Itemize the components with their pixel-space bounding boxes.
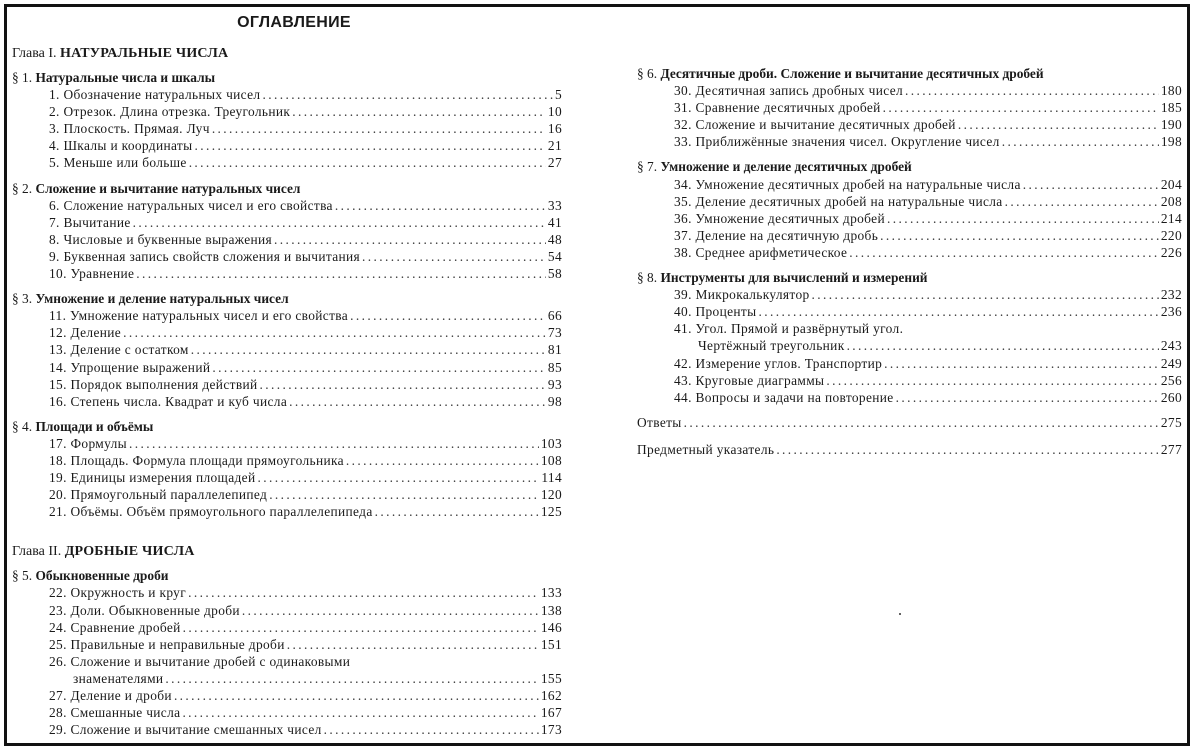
toc-entry-label: 12. Деление xyxy=(49,325,122,341)
leader-dots xyxy=(262,86,553,103)
leader-dots xyxy=(1023,176,1159,193)
section-s6 xyxy=(637,65,1182,150)
toc-entry-page: 185 xyxy=(1160,100,1182,116)
section-title: Натуральные числа и шкалы xyxy=(35,70,216,85)
toc-entry xyxy=(12,602,562,619)
section-number: § 3. xyxy=(12,291,33,307)
leader-dots xyxy=(324,721,539,738)
toc-entry-label: 35. Деление десятичных дробей на натуральные числа xyxy=(674,193,1003,209)
section-title: Умножение и деление десятичных дробей xyxy=(660,159,912,175)
leader-dots xyxy=(287,636,539,653)
toc-entry-label: 7. Вычитание xyxy=(49,214,131,230)
toc-entry-page: 81 xyxy=(547,342,562,358)
toc-entry-label: 3. Плоскость. Прямая. Луч xyxy=(49,121,210,137)
toc-entry-page: 155 xyxy=(540,670,562,686)
section-number: § 1. xyxy=(12,70,33,85)
leader-dots xyxy=(194,137,545,154)
toc-entry xyxy=(12,393,562,410)
section-heading xyxy=(12,290,562,307)
toc-entry-page: 249 xyxy=(1160,355,1182,371)
toc-entry-page: 54 xyxy=(547,248,562,264)
leader-dots xyxy=(133,214,546,231)
leader-dots xyxy=(289,393,546,410)
leader-dots xyxy=(260,376,546,393)
leader-dots xyxy=(350,307,546,324)
toc-entry xyxy=(637,193,1182,210)
toc-entry xyxy=(12,687,562,704)
toc-entry-page: 243 xyxy=(1160,338,1182,354)
toc-entry-label: 42. Измерение углов. Транспортир xyxy=(674,355,883,371)
toc-entry-label-cont: знаменателями xyxy=(73,670,164,686)
leader-dots xyxy=(129,435,539,452)
toc-entry-page: 5 xyxy=(554,87,562,103)
toc-entry-page: 133 xyxy=(540,585,562,601)
toc-entry-page: 236 xyxy=(1160,304,1182,320)
section-title: Умножение и деление натуральных чисел xyxy=(35,291,289,307)
toc-entry-page: 208 xyxy=(1160,193,1182,209)
section-number: § 2. xyxy=(12,180,33,196)
leader-dots xyxy=(346,452,539,469)
toc-entry-label: 36. Умножение десятичных дробей xyxy=(674,210,885,226)
section-title: Сложение и вычитание натуральных чисел xyxy=(35,180,301,196)
toc-entry xyxy=(637,210,1182,227)
toc-entry-page: 151 xyxy=(540,636,562,652)
toc-entry-page: 114 xyxy=(541,470,562,486)
leader-dots xyxy=(174,687,539,704)
toc-entry-label: 31. Сравнение десятичных дробей xyxy=(674,100,881,116)
section-title: Инструменты для вычислений и измерений xyxy=(660,270,928,286)
toc-entry-label: 39. Микрокалькулятор xyxy=(674,287,810,303)
toc-entry-page: 48 xyxy=(547,231,562,247)
toc-entry-page: 58 xyxy=(547,266,562,282)
toc-entry xyxy=(637,99,1182,116)
chapter-2-name: ДРОБНЫЕ ЧИСЛА xyxy=(64,544,195,560)
toc-entry-page: 16 xyxy=(547,121,562,137)
leader-dots xyxy=(1002,133,1159,150)
right-column xyxy=(637,7,1182,458)
section-s4 xyxy=(12,418,562,521)
toc-entry-label: 10. Уравнение xyxy=(49,266,135,282)
page-frame xyxy=(4,4,1190,746)
toc-entry xyxy=(12,636,562,653)
toc-entry-label: 44. Вопросы и задачи на повторение xyxy=(674,389,894,405)
toc-entry-label: 5. Меньше или больше xyxy=(49,155,187,171)
toc-entry xyxy=(12,435,562,452)
chapter-2-sections-right xyxy=(637,65,1182,406)
toc-entry xyxy=(12,452,562,469)
toc-entry xyxy=(12,86,562,103)
toc-entry-label: 4. Шкалы и координаты xyxy=(49,138,193,154)
toc-entry-label: 22. Окружность и круг xyxy=(49,585,187,601)
toc-entry xyxy=(637,133,1182,150)
toc-entry-label: 6. Сложение натуральных чисел и его свойства xyxy=(49,197,333,213)
toc-entry-label: 43. Круговые диаграммы xyxy=(674,372,825,388)
leader-dots xyxy=(182,704,538,721)
toc-entry-page: 21 xyxy=(547,138,562,154)
chapter-2-prefix: Глава II. xyxy=(12,544,62,560)
toc-entry xyxy=(637,82,1182,99)
leader-dots xyxy=(849,244,1159,261)
leader-dots xyxy=(905,82,1159,99)
section-number: § 6. xyxy=(637,66,658,81)
leader-dots xyxy=(165,670,538,687)
toc-entry-label: 25. Правильные и неправильные дроби xyxy=(49,636,285,652)
toc-entry xyxy=(12,721,562,738)
leader-dots xyxy=(191,341,546,358)
toc-entry-page: 93 xyxy=(547,376,562,392)
toc-entry-label: 29. Сложение и вычитание смешанных чисел xyxy=(49,722,322,738)
section-heading xyxy=(637,65,1182,82)
toc-entry-label: 34. Умножение десятичных дробей на натуральные числа xyxy=(674,176,1021,192)
leader-dots xyxy=(758,303,1158,320)
toc-entry-page: 180 xyxy=(1160,83,1182,99)
toc-entry xyxy=(12,619,562,636)
toc-entry-label: 1. Обозначение натуральных чисел xyxy=(49,87,261,103)
toc-entry-page: 125 xyxy=(540,504,562,520)
chapter-2-sections-left xyxy=(12,567,562,738)
toc-entry-page: 138 xyxy=(540,602,562,618)
end-entry-label: Предметный указатель xyxy=(637,441,775,457)
section-number: § 5. xyxy=(12,568,33,584)
end-items xyxy=(637,414,1182,458)
section-heading xyxy=(12,418,562,435)
toc-entry-page: 41 xyxy=(547,214,562,230)
toc-entry-page: 256 xyxy=(1160,372,1182,388)
toc-entry xyxy=(637,176,1182,193)
toc-entry xyxy=(12,341,562,358)
toc-entry xyxy=(12,359,562,376)
leader-dots xyxy=(684,414,1159,431)
section-title: Десятичные дроби. Сложение и вычитание десятичных дробей xyxy=(660,66,1044,81)
section-s7 xyxy=(637,158,1182,261)
toc-entry xyxy=(12,197,562,214)
leader-dots xyxy=(880,227,1159,244)
section-s3 xyxy=(12,290,562,410)
toc-entry-page: 214 xyxy=(1160,210,1182,226)
toc-entry-page: 108 xyxy=(540,452,562,468)
toc-entry-page: 204 xyxy=(1160,176,1182,192)
end-entry xyxy=(637,414,1182,431)
toc-entry-line1: 41. Угол. Прямой и развёрнутый угол. xyxy=(674,321,904,337)
section-number: § 7. xyxy=(637,159,658,175)
leader-dots xyxy=(123,324,546,341)
toc-entry xyxy=(12,324,562,341)
leader-dots xyxy=(188,584,539,601)
section-number: § 8. xyxy=(637,270,658,286)
toc-entry-page: 162 xyxy=(540,688,562,703)
section-heading xyxy=(637,158,1182,175)
end-entry xyxy=(637,441,1182,458)
leader-dots xyxy=(375,503,539,520)
toc-entry xyxy=(12,137,562,154)
toc-entry xyxy=(637,244,1182,261)
section-heading xyxy=(12,69,562,86)
leader-dots xyxy=(883,99,1159,116)
toc-entry xyxy=(12,376,562,393)
toc-entry xyxy=(637,286,1182,303)
leader-dots xyxy=(826,372,1158,389)
toc-entry-label: 18. Площадь. Формула площади прямоугольника xyxy=(49,452,344,468)
leader-dots xyxy=(136,265,546,282)
toc-entry-label: 23. Доли. Обыкновенные дроби xyxy=(49,602,240,618)
toc-entry-page: 220 xyxy=(1160,227,1182,243)
toc-entry xyxy=(12,469,562,486)
left-column xyxy=(12,7,562,738)
toc-entry xyxy=(637,389,1182,406)
toc-entry-page: 103 xyxy=(540,435,562,451)
scan-speck xyxy=(899,613,901,615)
chapter-1-prefix: Глава I. xyxy=(12,46,57,61)
section-s2 xyxy=(12,180,562,283)
toc-entry xyxy=(637,337,1182,354)
section-s8 xyxy=(637,269,1182,406)
leader-dots xyxy=(887,210,1159,227)
leader-dots xyxy=(335,197,546,214)
toc-entry xyxy=(12,670,562,687)
toc-entry-page: 173 xyxy=(540,722,562,738)
leader-dots xyxy=(812,286,1159,303)
toc-entry-page: 66 xyxy=(547,308,562,324)
toc-entry-label: 33. Приближённые значения чисел. Округление чисел xyxy=(674,134,1000,150)
toc-entry xyxy=(12,120,562,137)
toc-entry-label: 13. Деление с остатком xyxy=(49,342,189,358)
leader-dots xyxy=(189,154,546,171)
toc-entry-label: 24. Сравнение дробей xyxy=(49,619,181,635)
leader-dots xyxy=(362,248,546,265)
toc-entry-page: 167 xyxy=(540,705,562,721)
leader-dots xyxy=(242,602,539,619)
toc-entry xyxy=(637,116,1182,133)
toc-entry-label: 16. Степень числа. Квадрат и куб числа xyxy=(49,393,288,409)
toc-entry xyxy=(12,704,562,721)
toc-entry-page: 260 xyxy=(1160,389,1182,405)
toc-entry-page: 10 xyxy=(547,104,562,120)
toc-entry-page: 27 xyxy=(547,155,562,171)
chapter-1-sections xyxy=(12,69,562,520)
toc-entry xyxy=(637,355,1182,372)
section-heading xyxy=(12,180,562,197)
toc-entry-label: 19. Единицы измерения площадей xyxy=(49,470,256,486)
toc-entry xyxy=(12,231,562,248)
leader-dots xyxy=(847,337,1159,354)
toc-entry-label-cont: Чертёжный треугольник xyxy=(698,338,845,354)
end-entry-page: 277 xyxy=(1160,441,1182,457)
toc-entry xyxy=(12,503,562,520)
section-s1 xyxy=(12,69,562,172)
toc-entry xyxy=(637,227,1182,244)
leader-dots xyxy=(884,355,1159,372)
toc-entry-page: 146 xyxy=(540,619,562,635)
toc-entry-label: 20. Прямоугольный параллелепипед xyxy=(49,487,268,503)
toc-entry xyxy=(12,307,562,324)
toc-entry-label: 15. Порядок выполнения действий xyxy=(49,376,258,392)
leader-dots xyxy=(212,359,546,376)
section-number: § 4. xyxy=(12,418,33,434)
leader-dots xyxy=(1005,193,1159,210)
toc-entry-label: 27. Деление и дроби xyxy=(49,688,172,703)
toc-entry-page: 98 xyxy=(547,393,562,409)
leader-dots xyxy=(958,116,1159,133)
toc-entry-page: 120 xyxy=(540,487,562,503)
toc-entry xyxy=(12,248,562,265)
chapter-1-heading xyxy=(12,44,562,63)
leader-dots xyxy=(269,486,539,503)
toc-entry xyxy=(12,486,562,503)
toc-entry-page: 33 xyxy=(547,197,562,213)
leader-dots xyxy=(257,469,539,486)
chapter-2-heading xyxy=(12,542,562,561)
section-heading xyxy=(637,269,1182,286)
chapter-1-name: НАТУРАЛЬНЫЕ ЧИСЛА xyxy=(60,46,229,61)
page-title: ОГЛАВЛЕНИЕ xyxy=(237,14,351,31)
section-title: Обыкновенные дроби xyxy=(35,568,169,584)
section-title: Площади и объёмы xyxy=(35,418,154,434)
toc-entry-label: 38. Среднее арифметическое xyxy=(674,244,848,260)
toc-entry-label: 32. Сложение и вычитание десятичных дробей xyxy=(674,117,956,133)
toc-entry-label: 8. Числовые и буквенные выражения xyxy=(49,231,273,247)
toc-entry-label: 40. Проценты xyxy=(674,304,757,320)
toc-entry-page: 198 xyxy=(1160,134,1182,150)
toc-entry-label: 30. Десятичная запись дробных чисел xyxy=(674,83,904,99)
toc-entry-page: 85 xyxy=(547,359,562,375)
toc-entry-label: 21. Объёмы. Объём прямоугольного параллелепипеда xyxy=(49,504,373,520)
toc-entry xyxy=(12,584,562,601)
leader-dots xyxy=(274,231,546,248)
leader-dots xyxy=(896,389,1159,406)
toc-entry-label: 11. Умножение натуральных чисел и его свойства xyxy=(49,308,349,324)
toc-entry xyxy=(12,265,562,282)
leader-dots xyxy=(212,120,546,137)
toc-entry-page: 226 xyxy=(1160,244,1182,260)
toc-entry xyxy=(12,154,562,171)
toc-entry-page: 232 xyxy=(1160,287,1182,303)
end-entry-page: 275 xyxy=(1160,414,1182,430)
toc-entry-label: 17. Формулы xyxy=(49,435,127,451)
toc-entry-label: 2. Отрезок. Длина отрезка. Треугольник xyxy=(49,104,291,120)
toc-entry-line1: 26. Сложение и вычитание дробей с одинаковыми xyxy=(49,653,351,669)
toc-entry xyxy=(637,372,1182,389)
toc-entry xyxy=(637,303,1182,320)
section-s5 xyxy=(12,567,562,738)
toc-entry-page: 73 xyxy=(547,325,562,341)
leader-dots xyxy=(776,441,1159,458)
toc-entry-page: 190 xyxy=(1160,117,1182,133)
toc-entry-label: 28. Смешанные числа xyxy=(49,705,181,721)
toc-entry-label: 14. Упрощение выражений xyxy=(49,359,211,375)
end-entry-label: Ответы xyxy=(637,414,682,430)
section-heading xyxy=(12,567,562,584)
leader-dots xyxy=(292,103,546,120)
toc-entry xyxy=(12,103,562,120)
toc-entry-label: 9. Буквенная запись свойств сложения и вычитания xyxy=(49,248,361,264)
toc-entry xyxy=(12,214,562,231)
leader-dots xyxy=(183,619,539,636)
toc-entry-label: 37. Деление на десятичную дробь xyxy=(674,227,879,243)
